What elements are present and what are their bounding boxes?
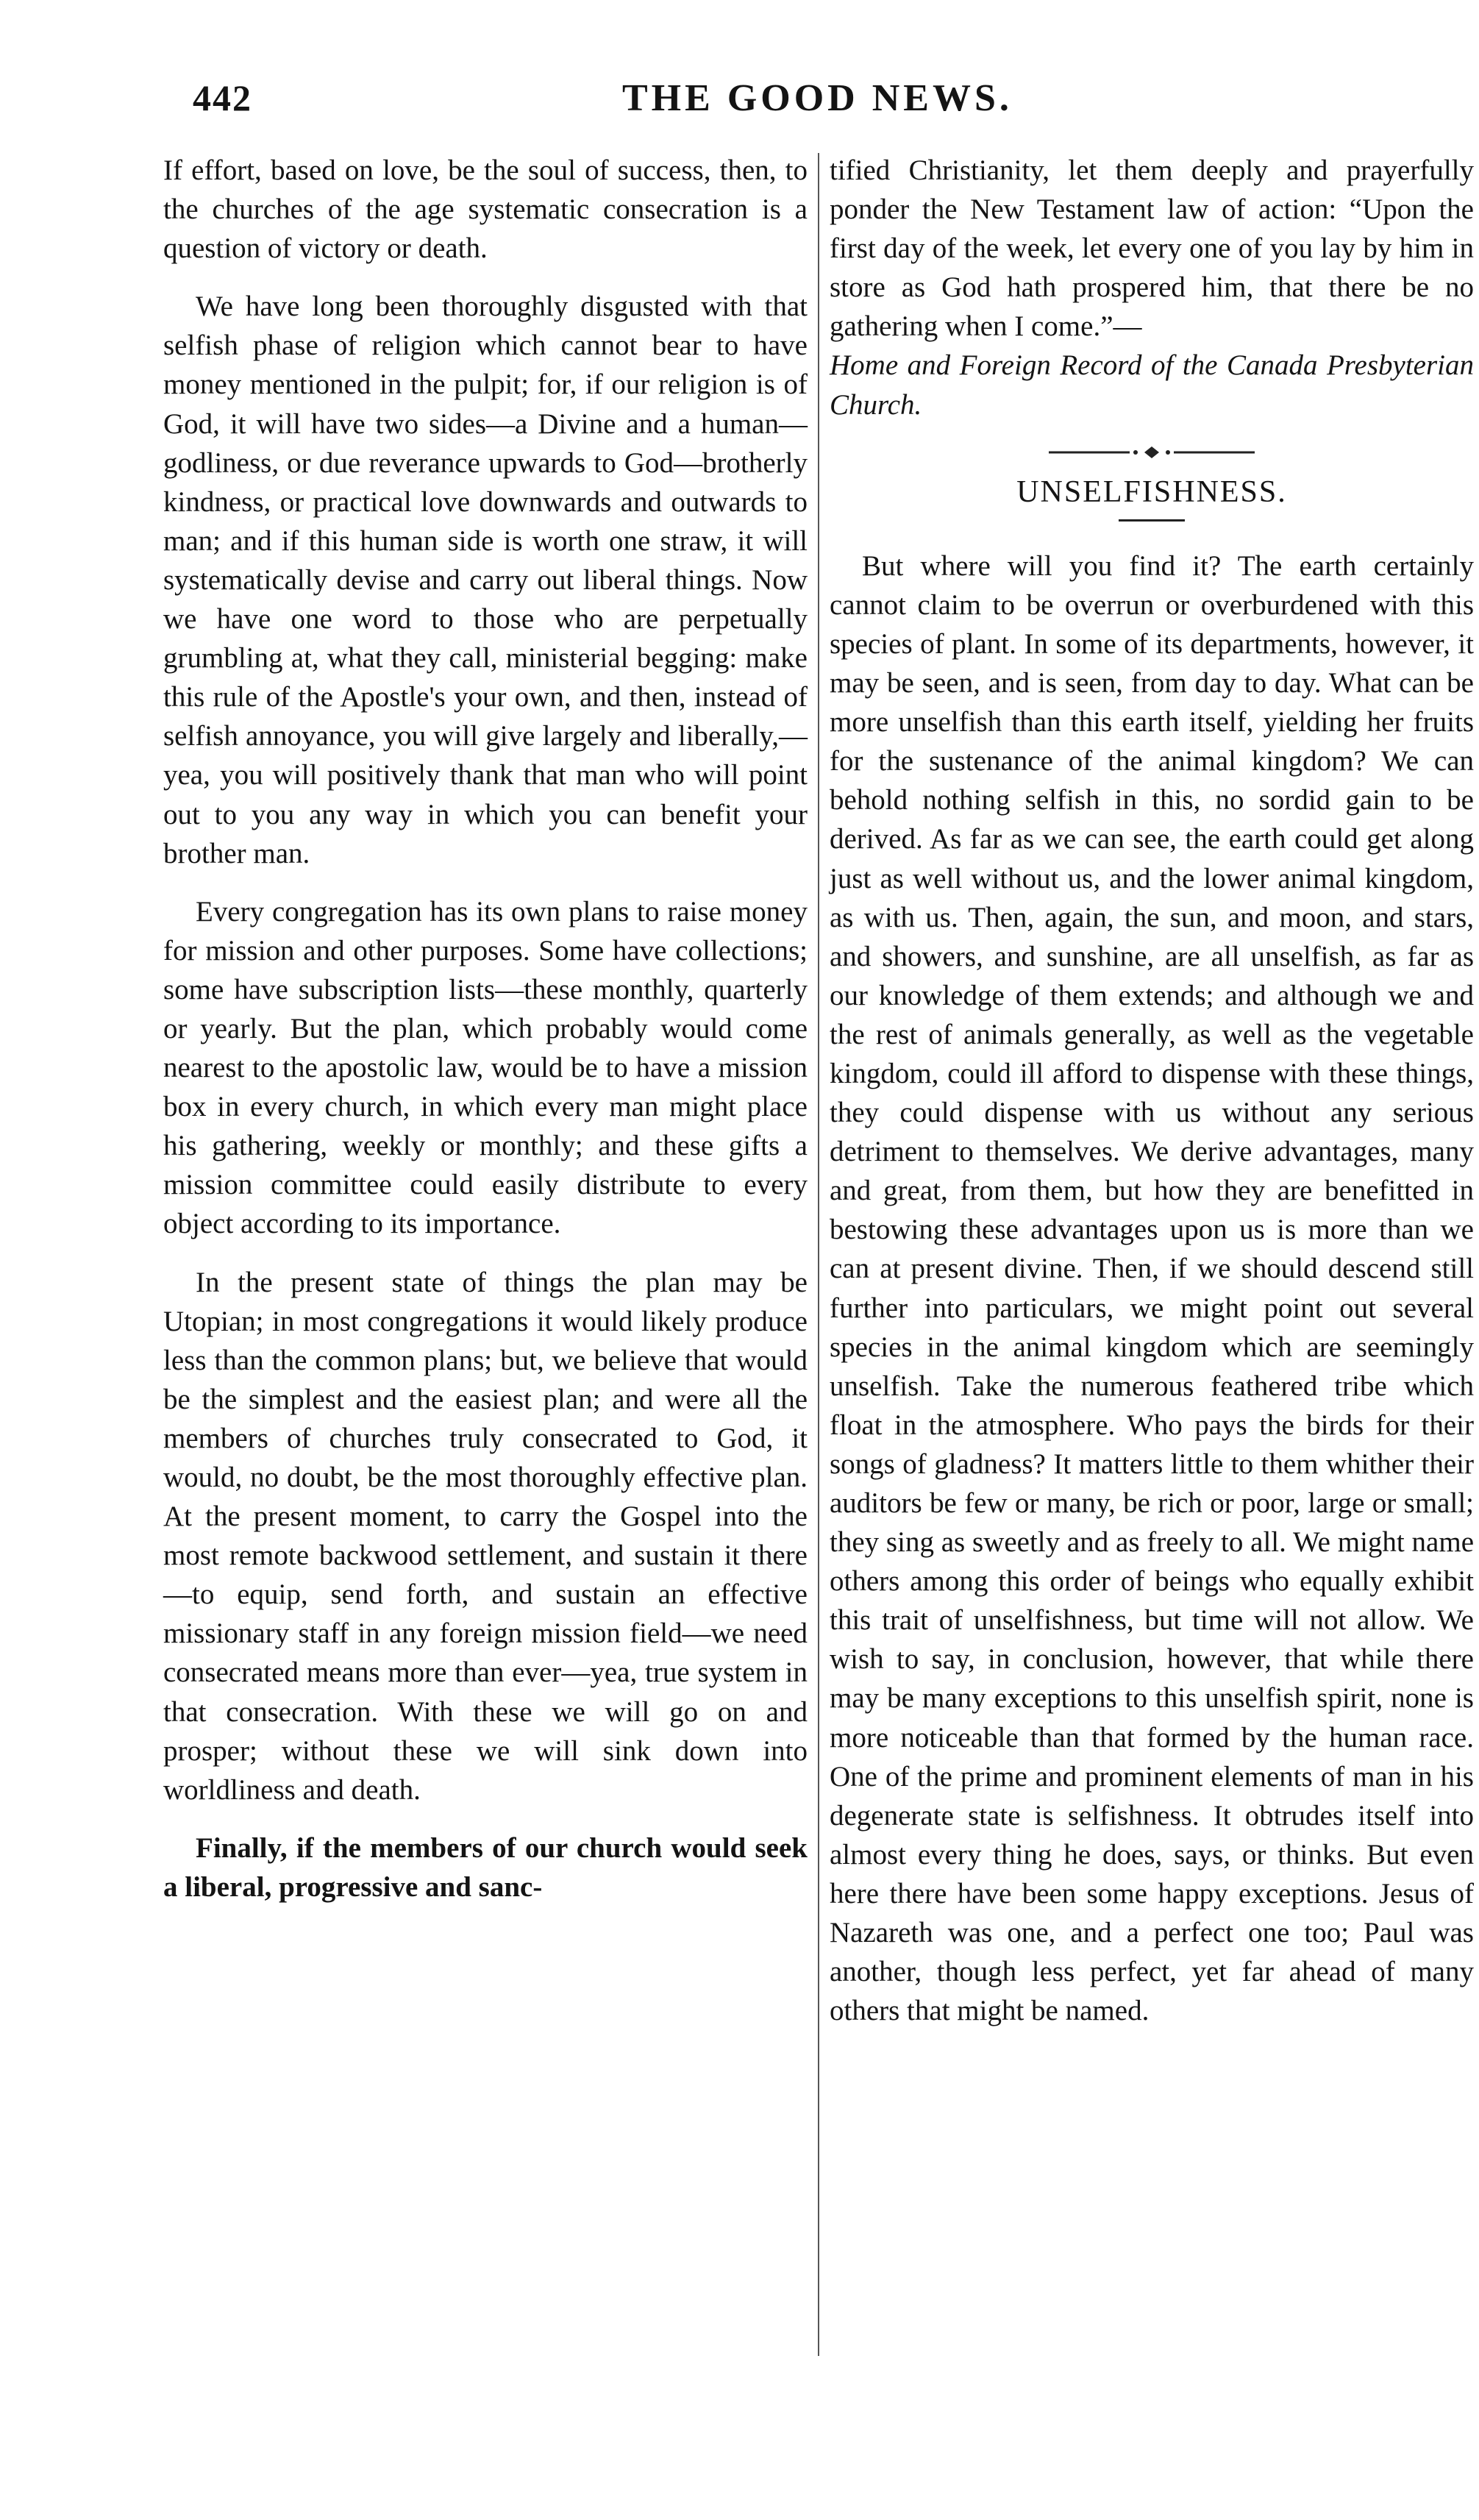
section-title: UNSELFISHNESS. bbox=[1016, 474, 1287, 509]
paragraph: In the present state of things the plan may be Utopian; in most congregations it would likely produce less than the common plans; but, we believe that would be the simplest and the easiest plan; and were all the members of churches truly consecrated to God, it would, no doubt, be the most thoroughly effective plan. At the present moment, to carry the Gospel into the most remote backwood settlement, and sustain it there—to equip, send forth, and sustain an effective missionary staff in any foreign mission field—we need consecrated means more than ever—yea, true system in that consecration. With these we will go on and prosper; without these we will sink down into worldliness and death. bbox=[163, 1266, 808, 1806]
paragraph: Every congregation has its own plans to raise money for mission and other purposes. Some have collections; some have subscription lists—these monthly, quarterly or yearly. But the plan, which probably would come nearest to the apostolic law, would be to have a mission box in every church, in which every man might place his gathering, weekly or monthly; and these gifts a mission committee could easily distribute to every object according to its importance. bbox=[163, 895, 808, 1240]
title-underline bbox=[1119, 519, 1185, 522]
page-number: 442 bbox=[193, 77, 252, 118]
right-column bbox=[830, 151, 1474, 2049]
column-divider bbox=[818, 153, 819, 2356]
continuation-paragraph: tified Christianity, let them deeply and prayerfully ponder the New Testament law of action: “Upon the first day of the week, let every one of you lay by him in store as God hath prospered him, that there be no gathering when I come.”— bbox=[830, 154, 1474, 343]
paragraph: Finally, if the members of our church would seek a liberal, progressive and sanc- bbox=[163, 1832, 808, 1903]
left-column bbox=[163, 151, 808, 1926]
attribution: Home and Foreign Record of the Canada Presbyterian Church. bbox=[830, 349, 1474, 421]
dash-diamond-ornament-icon bbox=[1041, 445, 1262, 460]
paragraph: If effort, based on love, be the soul of success, then, to the churches of the age systematic consecration is a question of victory or death. bbox=[163, 154, 808, 265]
paragraph: We have long been thoroughly disgusted with that selfish phase of religion which cannot bear to have money mentioned in the pulpit; for, if our religion is of God, it will have two sides—a Divine and a human—godliness, or due reverance upwards to God—brotherly kindness, or practical love downwards and outwards to man; and if this human side is worth one straw, it will systematically devise and carry out liberal things. Now we have one word to those who are perpetually grumbling at, what they call, ministerial begging: make this rule of the Apostle's your own, and then, instead of selfish annoyance, you will give largely and liberally,—yea, you will positively thank that man who will point out to you any way in which you can benefit your brother man. bbox=[163, 291, 808, 869]
running-head: THE GOOD NEWS. bbox=[622, 77, 1013, 119]
article-body: But where will you find it? The earth certainly cannot claim to be overrun or overburdened with this species of plant. In some of its departments, however, it may be seen, and is seen, from day to day. What can be more unselfish than this earth itself, yielding her fruits for the sustenance of the animal kingdom? We can behold nothing selfish in this, no sordid gain to be derived. As far as we can see, the earth could get along just as well without us, and the lower animal kingdom, as with us. Then, again, the sun, and moon, and stars, and showers, and sunshine, are all unselfish, as far as our knowledge of them extends; and although we and the rest of animals generally, as well as the vegetable kingdom, could ill afford to dispense with these things, they could dispense with us without any serious detriment to themselves. We derive advantages, many and great, from them, but how they are benefitted in bestowing these advantages upon us is more than we can at present divine. Then, if we should descend still further into particulars, we might point out several species in the animal kingdom which are seemingly unselfish. Take the numerous feathered tribe which float in the atmosphere. Who pays the birds for their songs of gladness? It matters little to them whither their auditors be few or many, be rich or poor, large or small; they sing as sweetly and as freely to all. We might name others among this order of beings who equally exhibit this trait of unselfishness, but time will not allow. We wish to say, in conclusion, however, that while there may be many exceptions to this unselfish spirit, none is more noticeable than that formed by the human race. One of the prime and prominent elements of man in his degenerate state is selfishness. It obtrudes itself into almost every thing he does, says, or thinks. But even here there have been some happy exceptions. Jesus of Nazareth was one, and a perfect one too; Paul was another, though less perfect, yet far ahead of many others that might be named. bbox=[830, 549, 1474, 2027]
